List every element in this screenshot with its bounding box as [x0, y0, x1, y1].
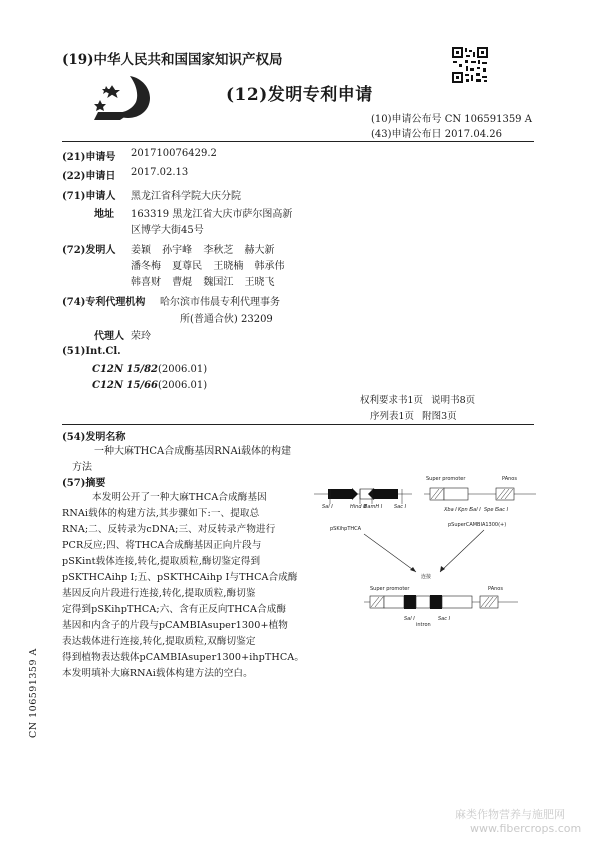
publication-number: (10)申请公布号 CN 106591359 A [371, 114, 532, 125]
int-cl-2 [92, 380, 207, 391]
int-cl-2-date: (2006.01) [157, 380, 208, 391]
application-date: 2017.02.13 [131, 167, 189, 178]
publication-date: (43)申请公布日 2017.04.26 [371, 129, 502, 140]
inventors-line-1: 姜颖 孙宇峰 李秋芝 赫大新 [131, 245, 275, 256]
abstract-label: (57)摘要 [62, 478, 106, 489]
document-type-title: (12)发明专利申请 [226, 85, 373, 105]
patent-agency-line-1: 哈尔滨市伟晨专利代理事务 [160, 297, 280, 308]
applicant-label: (71)申请人 [62, 191, 116, 202]
kpn-site-label: Kpn Ⅰ [458, 507, 471, 513]
int-cl-2-code: C12N 15/66 [92, 380, 158, 391]
invention-title-line-1: 一种大麻THCA合成酶基因RNAi载体的构建 [94, 446, 291, 457]
xba-site-label: Xba Ⅰ [444, 507, 457, 513]
agent: 荣玲 [131, 331, 151, 342]
sal2-site-label: Sal Ⅰ [470, 507, 481, 513]
biblio-divider [62, 424, 534, 425]
int-cl-1-code: C12N 15/82 [92, 364, 158, 375]
application-number-label: (21)申请号 [62, 152, 116, 163]
super-promoter-label-top: Super promoter [426, 476, 466, 482]
inventors-label: (72)发明人 [62, 245, 116, 256]
panos-label-top: PAnos [502, 476, 517, 482]
abstract-line: pSKint载体连接,转化,提取质粒,酶切鉴定得到 [62, 556, 261, 567]
side-publication-number: CN 106591359 A [28, 648, 39, 738]
watermark-line-2: www.fibercrops.com [470, 822, 582, 835]
abstract-line: 基因和内含子的片段与pCAMBIAsuper1300+植物 [62, 620, 288, 631]
patent-office-name: (19)中华人民共和国国家知识产权局 [62, 52, 283, 68]
super-promoter-label-bottom: Super promoter [370, 586, 410, 592]
qr-code [451, 46, 489, 84]
patent-agency-line-2: 所(普通合伙) 23209 [180, 314, 273, 325]
reverse-fragment [374, 489, 398, 499]
abstract-line: 本发明填补大麻RNAi载体构建方法的空白。 [62, 668, 253, 679]
application-date-label: (22)申请日 [62, 171, 116, 182]
abstract-line: RNAi载体的构建方法,其步骤如下:一、提取总 [62, 508, 260, 519]
sal-site-label-bottom: Sal Ⅰ [404, 616, 415, 622]
applicant: 黑龙江省科学院大庆分院 [131, 191, 241, 202]
abstract-line: RNA;二、反转录为cDNA;三、对反转录产物进行 [62, 524, 276, 535]
application-number: 201710076429.2 [131, 148, 217, 159]
intron-label: intron [416, 622, 431, 628]
sac-site-label: Sac Ⅰ [394, 504, 407, 510]
vector-construction-diagram [308, 472, 542, 630]
bam-site-label: BamH Ⅰ [364, 504, 383, 510]
psuper-label: pSuperCAMBIA1300(+) [448, 522, 507, 528]
spe-site-label: Spe Ⅰ [484, 507, 497, 513]
abstract-line: pSKTHCAihp Ⅰ;五、pSKTHCAihp Ⅰ与THCA合成酶 [62, 572, 298, 583]
forward-fragment [328, 489, 352, 499]
int-cl-1 [92, 364, 207, 375]
int-cl-label: (51)Int.Cl. [62, 346, 121, 357]
invention-title-label: (54)发明名称 [62, 432, 126, 443]
abstract-line: 定得到pSKihpTHCA;六、含有正反向THCA合成酶 [62, 604, 287, 615]
invention-title-line-2: 方法 [72, 462, 92, 473]
patent-agency-label: (74)专利代理机构 [62, 297, 146, 308]
psk-label: pSKihpTHCA [330, 526, 362, 532]
sac2-site-label: Sac Ⅰ [496, 507, 509, 513]
sac-site-label-bottom: Sac Ⅰ [438, 616, 451, 622]
cnipa-emblem-logo [92, 70, 156, 122]
address-label: 地址 [94, 209, 114, 220]
agent-label: 代理人 [94, 331, 124, 342]
abstract-line: 基因反向片段进行连接,转化,提取质粒,酶切鉴 [62, 588, 256, 599]
abstract-line: 表达载体进行连接,转化,提取质粒,双酶切鉴定 [62, 636, 256, 647]
address-line-2: 区博学大街45号 [131, 225, 204, 236]
ligation-label: 连接 [421, 574, 432, 580]
int-cl-1-date: (2006.01) [157, 364, 208, 375]
sal-site-label: Sal Ⅰ [322, 504, 333, 510]
watermark-line-1: 麻类作物营养与施肥网 [455, 808, 565, 821]
address-line-1: 163319 黑龙江省大庆市萨尔图高新 [131, 209, 293, 220]
panos-label-bottom: PAnos [488, 586, 503, 592]
abstract-line: 得到植物表达载体pCAMBIAsuper1300+ihpTHCA。 [62, 652, 305, 663]
page-count-line-2: 序列表1页 附图3页 [370, 411, 457, 422]
inventors-line-2: 潘冬梅 夏尊民 王晓楠 韩承伟 [131, 261, 285, 272]
page-count-line-1: 权利要求书1页 说明书8页 [360, 395, 476, 406]
abstract-line: PCR反应;四、将THCA合成酶基因正向片段与 [62, 540, 262, 551]
abstract-line: 本发明公开了一种大麻THCA合成酶基因 [92, 492, 267, 503]
forward-arrow-head [352, 488, 358, 500]
header-divider [62, 141, 534, 142]
hind-site-label: Hind Ⅲ [350, 504, 367, 510]
inventors-line-3: 韩喜财 曹焜 魏国江 王晓飞 [131, 277, 275, 288]
